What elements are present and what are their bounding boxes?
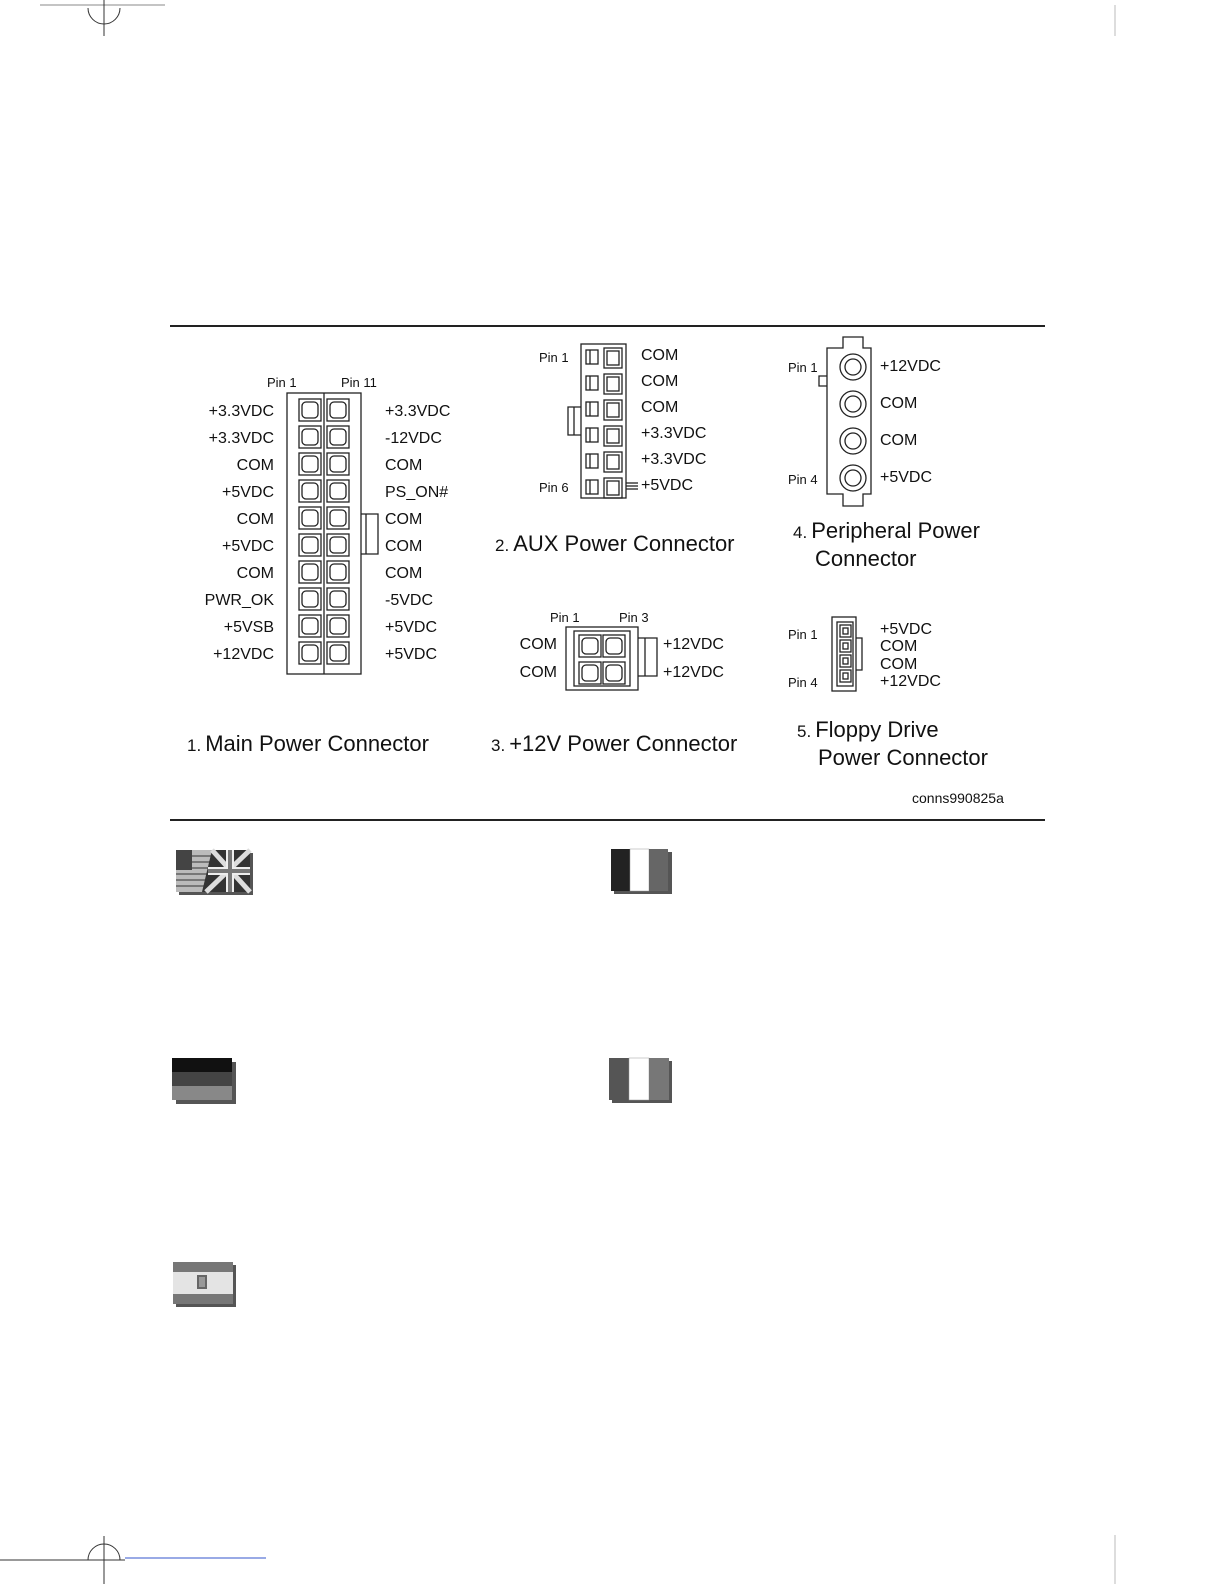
floppy-pin-label: COM [880,638,918,656]
main-right-pin-label: +5VDC [385,646,438,663]
main-pin11-label: Pin 11 [341,375,377,390]
peripheral-pin1-label: Pin 1 [788,360,818,375]
main-pin-16 [327,534,349,556]
aux-pin-5 [586,452,622,472]
peripheral-title-line2: Connector [815,546,917,571]
floppy-connector-body [828,614,878,696]
main-right-pin-label: +5VDC [385,619,438,636]
aux-pin-label: +5VDC [641,477,694,494]
v12-pin-4 [603,662,625,684]
main-pin-10 [299,642,321,664]
figure-id: conns990825a [912,790,1004,806]
peripheral-pin-1 [840,354,866,380]
v12-right-pin-label: +12VDC [663,636,724,653]
main-pin-12 [327,426,349,448]
v12-left-pin-label: COM [519,636,557,653]
peripheral-pin4-label: Pin 4 [788,472,818,487]
italy-flag-icon [611,849,673,895]
peripheral-connector-body [815,336,875,508]
main-left-pin-label: PWR_OK [204,592,274,609]
spain-flag-icon [173,1262,237,1308]
main-pin-14 [327,480,349,502]
v12-pin-3 [579,662,601,684]
main-pin-17 [327,561,349,583]
main-left-pin-label: COM [236,565,274,582]
crop-mark-bottom-right [1110,1535,1120,1584]
main-pin-2 [299,426,321,448]
main-right-pin-label: -12VDC [385,430,442,447]
floppy-pin4-label: Pin 4 [788,675,818,690]
v12-pin-1 [579,635,601,657]
aux-pin-label: COM [641,373,679,390]
main-right-pin-label: COM [385,511,423,528]
aux-pin6-label: Pin 6 [539,480,569,495]
v12-left-pin-label: COM [519,664,557,681]
peripheral-pin-2 [840,391,866,417]
floppy-pin-2 [840,640,851,652]
aux-pin-6 [586,478,622,498]
v12-connector-body [565,626,665,692]
figure-bottom-rule [170,819,1045,821]
main-left-pin-label: +3.3VDC [208,430,274,447]
main-left-pin-label: +5VSB [223,619,274,636]
floppy-pin-label: COM [880,655,918,673]
main-right-pin-label: COM [385,565,423,582]
crop-mark-top-left [0,0,200,40]
floppy-pin-label: +12VDC [880,672,941,690]
main-pin-8 [299,588,321,610]
main-pin-19 [327,615,349,637]
peripheral-pin-4 [840,465,866,491]
aux-pin-2 [586,374,622,394]
main-pin-13 [327,453,349,475]
main-right-pin-label: COM [385,457,423,474]
floppy-pin-1 [840,625,851,637]
floppy-pin-4 [840,670,851,682]
us-uk-flag-icon [176,850,254,896]
main-pin-4 [299,480,321,502]
figure-top-rule [170,325,1045,327]
v12-pin-2 [603,635,625,657]
main-right-pin-label: COM [385,538,423,555]
peripheral-pin-label: +5VDC [880,469,933,486]
germany-flag-icon [172,1058,236,1104]
main-pin-6 [299,534,321,556]
main-right-pin-label: +3.3VDC [385,403,451,420]
crop-mark-bottom-left [0,1530,280,1584]
main-pin1-label: Pin 1 [267,375,297,390]
v12-pin1-label: Pin 1 [550,610,580,625]
main-pin-15 [327,507,349,529]
peripheral-pin-label: COM [880,432,918,449]
main-right-pin-label: PS_ON# [385,484,449,501]
aux-pin-label: +3.3VDC [641,451,707,468]
peripheral-pin-3 [840,428,866,454]
main-pin-5 [299,507,321,529]
aux-pin1-label: Pin 1 [539,350,569,365]
main-title: 1. Main Power Connector [187,731,429,756]
peripheral-title: 4. Peripheral Power [793,518,980,543]
france-flag-icon [609,1058,673,1104]
main-pin-3 [299,453,321,475]
main-left-pin-label: COM [236,511,274,528]
aux-pin-1 [586,348,622,368]
main-pin-20 [327,642,349,664]
main-left-pin-label: +12VDC [213,646,274,663]
aux-pin-3 [586,400,622,420]
floppy-pin-label: +5VDC [880,621,933,638]
floppy-pin1-label: Pin 1 [788,627,818,642]
main-left-pin-label: +5VDC [221,484,274,501]
peripheral-pin-label: COM [880,395,918,412]
main-pin-7 [299,561,321,583]
main-left-pin-label: +3.3VDC [208,403,274,420]
floppy-pin-3 [840,655,851,667]
floppy-title: 5. Floppy Drive [797,717,939,742]
floppy-title-line2: Power Connector [818,745,988,770]
main-pin-11 [327,399,349,421]
aux-connector-body [560,343,650,499]
aux-title: 2. AUX Power Connector [495,531,735,556]
aux-pin-4 [586,426,622,446]
main-pin-18 [327,588,349,610]
main-pin-1 [299,399,321,421]
aux-pin-label: +3.3VDC [641,425,707,442]
main-pin-9 [299,615,321,637]
v12-right-pin-label: +12VDC [663,664,724,681]
aux-pin-label: COM [641,399,679,416]
main-left-pin-label: +5VDC [221,538,274,555]
peripheral-pin-label: +12VDC [880,358,941,375]
crop-mark-top-right [1110,0,1120,40]
main-left-pin-label: COM [236,457,274,474]
main-connector-body [286,392,386,676]
v12-title: 3. +12V Power Connector [491,731,738,756]
main-right-pin-label: -5VDC [385,592,434,609]
v12-pin3-label: Pin 3 [619,610,649,625]
aux-pin-label: COM [641,347,679,364]
